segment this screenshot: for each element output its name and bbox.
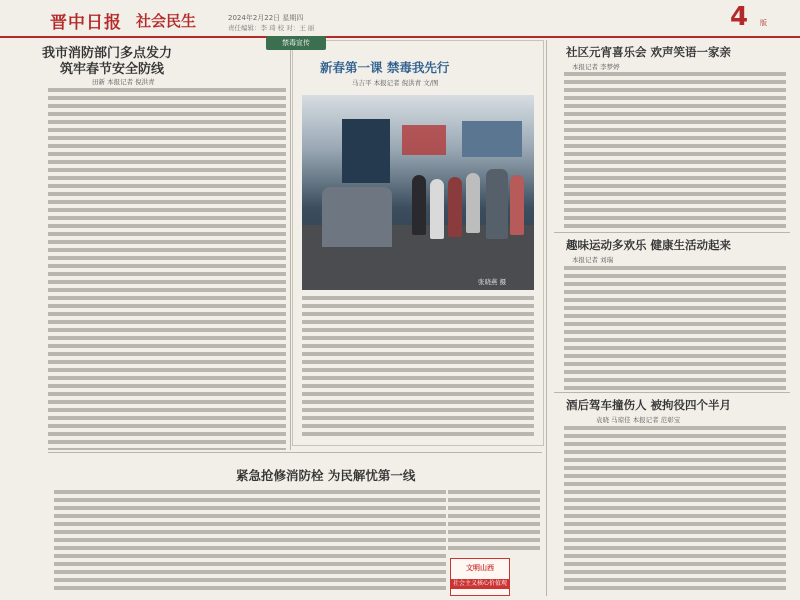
- fire-article-body: [48, 88, 286, 450]
- fire-headline-1: 我市消防部门多点发力: [42, 46, 173, 61]
- photo-person: [486, 169, 508, 239]
- drug-tag-badge: 禁毒宣传: [266, 36, 326, 50]
- drug-article-body: [302, 296, 534, 438]
- photo-person: [430, 179, 444, 239]
- stamp-line-2: 社会主义核心价值观: [452, 580, 507, 587]
- photo-display-screen: [462, 121, 522, 157]
- drug-education-photo: [302, 95, 534, 290]
- photo-person: [510, 175, 524, 235]
- stamp-line-1: 文明山西: [466, 564, 494, 572]
- civilization-stamp: [450, 558, 510, 596]
- drunk-driving-article-body: [564, 426, 786, 594]
- issue-date: 2024年2月22日 星期四: [228, 14, 304, 22]
- photo-caption: 张晓燕 摄: [478, 278, 507, 286]
- lantern-byline: 本报记者 李梦婷: [572, 63, 620, 71]
- page-suffix: 版: [760, 19, 767, 27]
- sports-byline: 本报记者 刘瑞: [572, 256, 614, 264]
- lantern-article-body: [564, 72, 786, 228]
- photo-person: [412, 175, 426, 235]
- epidemic-headline: 紧急抢修消防栓 为民解忧第一线: [236, 468, 416, 483]
- masthead: [0, 0, 800, 38]
- epidemic-article-body: [54, 490, 446, 594]
- drunk-driving-byline: 袁晓 马琼佳 本报记者 范彰宝: [596, 416, 681, 424]
- drunk-driving-headline: 酒后驾车撞伤人 被拘役四个半月: [566, 398, 732, 412]
- epidemic-article-body-tail: [448, 490, 540, 554]
- newspaper-logo: 晋中日报: [50, 13, 122, 33]
- column-divider: [546, 40, 547, 596]
- fire-byline: 田新 本报记者 倪洪青: [92, 78, 155, 86]
- drug-byline: 马吉平 本报记者 倪洪青 文/图: [352, 79, 439, 87]
- horizontal-divider: [48, 452, 542, 453]
- photo-person: [466, 173, 480, 233]
- drug-headline: 新春第一课 禁毒我先行: [320, 60, 450, 75]
- column-divider: [290, 40, 291, 450]
- lantern-headline: 社区元宵喜乐会 欢声笑语一家亲: [566, 45, 732, 59]
- sports-headline: 趣味运动多欢乐 健康生活动起来: [566, 238, 732, 252]
- horizontal-divider: [554, 392, 790, 393]
- page-number: 4: [730, 2, 749, 32]
- photo-exhibit-panel: [342, 119, 390, 183]
- section-title: 社会民生: [136, 12, 197, 30]
- photo-exhibit-machine: [322, 187, 392, 247]
- horizontal-divider: [554, 232, 790, 233]
- editor-credits: 责任编辑：李 琦 校 对：王 丽: [228, 24, 315, 32]
- fire-headline-2: 筑牢春节安全防线: [60, 62, 165, 77]
- photo-person: [448, 177, 462, 237]
- photo-red-screen: [402, 125, 446, 155]
- sports-article-body: [564, 266, 786, 390]
